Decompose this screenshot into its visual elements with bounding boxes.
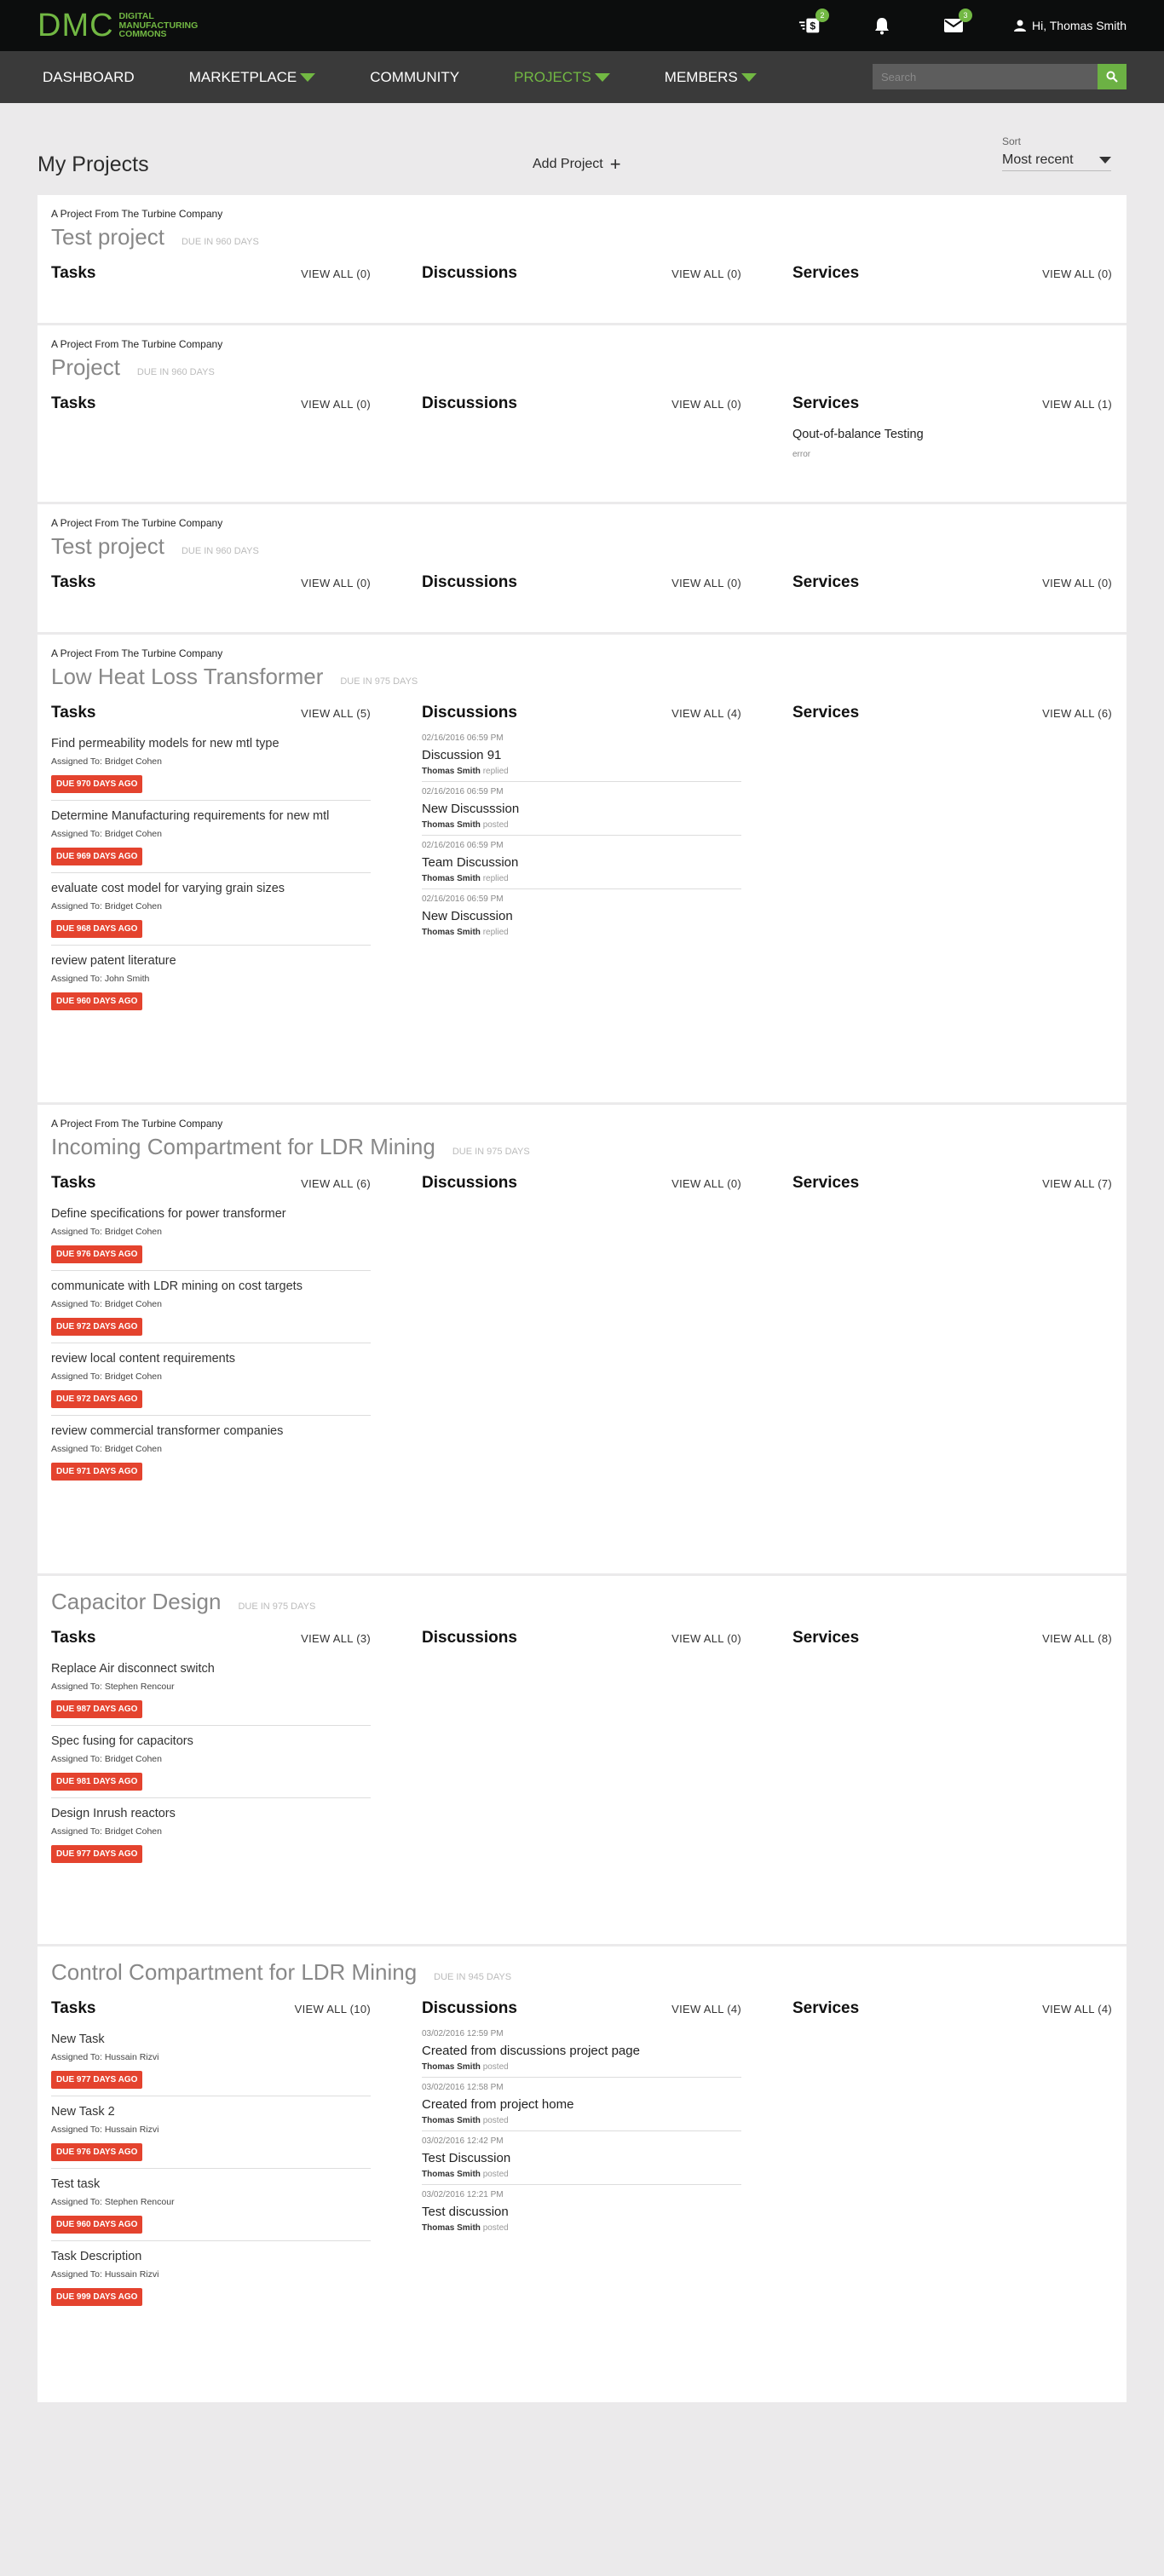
nav-community[interactable] <box>370 69 459 86</box>
discussion-action: posted <box>482 2170 509 2179</box>
discussions-view-all-link[interactable]: VIEW ALL (0) <box>671 267 741 280</box>
task-assignee: Assigned To: Bridget Cohen <box>51 901 162 911</box>
discussion-date: 03/02/2016 12:42 PM <box>422 2136 504 2146</box>
task-title: Define specifications for power transformer <box>51 1207 286 1221</box>
logo-subtitle <box>119 12 199 39</box>
bell-icon <box>873 16 890 35</box>
task-assignee: Assigned To: Hussain Rizvi <box>51 2052 159 2062</box>
tasks-view-all-link[interactable]: VIEW ALL (5) <box>301 706 371 720</box>
project-card <box>37 325 1127 504</box>
services-heading: Services <box>792 1999 860 2017</box>
task-title: Test task <box>51 2177 101 2191</box>
tasks-heading: Tasks <box>51 1999 96 2017</box>
add-project-label: Add Project <box>533 157 603 171</box>
project-title[interactable]: Test project <box>51 224 164 250</box>
discussion-date: 02/16/2016 06:59 PM <box>422 894 504 904</box>
logo-line-3: COMMONS <box>118 29 167 40</box>
task-title: Design Inrush reactors <box>51 1807 176 1820</box>
task-item[interactable] <box>51 873 371 946</box>
discussion-action: posted <box>482 2116 509 2125</box>
plus-icon: + <box>609 153 621 175</box>
svg-text:$: $ <box>810 20 816 32</box>
task-assignee: Assigned To: Bridget Cohen <box>51 829 162 839</box>
discussions-heading: Discussions <box>422 394 517 412</box>
discussion-date: 02/16/2016 06:59 PM <box>422 733 504 743</box>
logo-line-2: MANUFACTURING <box>118 20 199 31</box>
task-due-badge: DUE 976 DAYS AGO <box>51 2143 142 2161</box>
services-column <box>792 1993 1112 2313</box>
tasks-column <box>51 258 371 289</box>
discussion-item[interactable] <box>422 2024 741 2078</box>
messages-button[interactable] <box>942 11 968 37</box>
task-item[interactable] <box>51 1343 371 1416</box>
discussion-author: Thomas Smith <box>422 767 481 776</box>
services-view-all-link[interactable]: VIEW ALL (0) <box>1042 576 1112 589</box>
discussion-meta <box>422 2062 741 2072</box>
discussion-author: Thomas Smith <box>422 2223 481 2233</box>
discussion-date: 02/16/2016 06:59 PM <box>422 841 504 850</box>
page-header <box>0 103 1164 195</box>
chevron-down-icon <box>300 73 315 82</box>
task-item[interactable] <box>51 1798 371 1870</box>
task-title: evaluate cost model for varying grain sizes <box>51 882 285 895</box>
task-title: New Task 2 <box>51 2105 115 2119</box>
project-card <box>37 195 1127 325</box>
discussions-heading: Discussions <box>422 1999 517 2017</box>
discussions-heading: Discussions <box>422 573 517 591</box>
task-due-badge: DUE 972 DAYS AGO <box>51 1390 142 1408</box>
task-due-badge: DUE 977 DAYS AGO <box>51 1845 142 1863</box>
nav-community-label: COMMUNITY <box>370 68 460 85</box>
task-title: review patent literature <box>51 954 176 968</box>
logo-line-1: DIGITAL <box>118 11 154 22</box>
services-view-all-link[interactable]: VIEW ALL (6) <box>1042 706 1112 720</box>
discussions-column <box>422 1168 741 1487</box>
project-card <box>37 504 1127 635</box>
services-column <box>792 1623 1112 1870</box>
project-company: A Project From The Turbine Company <box>51 517 223 529</box>
tasks-heading: Tasks <box>51 394 96 412</box>
task-due-badge: DUE 999 DAYS AGO <box>51 2288 142 2306</box>
discussion-meta <box>422 767 741 776</box>
services-view-all-link[interactable]: VIEW ALL (7) <box>1042 1176 1112 1190</box>
task-title: New Task <box>51 2033 105 2046</box>
task-due-badge: DUE 970 DAYS AGO <box>51 775 142 793</box>
discussions-column <box>422 567 741 598</box>
discussions-view-all-link[interactable]: VIEW ALL (0) <box>671 1631 741 1645</box>
discussion-title: Team Discussion <box>422 855 519 870</box>
tasks-heading: Tasks <box>51 1174 96 1192</box>
project-title[interactable]: Capacitor Design <box>51 1589 222 1614</box>
project-title[interactable]: Project <box>51 354 120 380</box>
discussion-title: Test Discussion <box>422 2151 511 2165</box>
discussions-column <box>422 388 741 459</box>
discussion-date: 02/16/2016 06:59 PM <box>422 787 504 796</box>
nav-marketplace[interactable] <box>189 69 316 86</box>
discussion-item[interactable] <box>422 889 741 942</box>
discussion-item[interactable] <box>422 2185 741 2238</box>
task-title: review local content requirements <box>51 1352 235 1366</box>
cart-badge: 2 <box>815 9 829 22</box>
task-item[interactable] <box>51 1726 371 1798</box>
task-due-badge: DUE 977 DAYS AGO <box>51 2071 142 2089</box>
task-assignee: Assigned To: Bridget Cohen <box>51 1754 162 1764</box>
project-due: DUE IN 945 DAYS <box>434 1972 512 1982</box>
tasks-column <box>51 1168 371 1487</box>
discussion-action: replied <box>482 928 509 937</box>
discussion-title: Discussion 91 <box>422 748 502 762</box>
top-bar <box>0 0 1164 51</box>
cart-button[interactable] <box>798 11 825 37</box>
task-item[interactable] <box>51 2241 371 2313</box>
discussion-item[interactable] <box>422 2131 741 2185</box>
discussion-action: replied <box>482 767 509 776</box>
project-company: A Project From The Turbine Company <box>51 208 223 220</box>
sort-value: Most recent <box>1002 152 1074 167</box>
nav-dashboard[interactable] <box>43 69 135 86</box>
task-assignee: Assigned To: Bridget Cohen <box>51 1227 162 1237</box>
task-item[interactable] <box>51 946 371 1017</box>
tasks-view-all-link[interactable]: VIEW ALL (0) <box>301 576 371 589</box>
task-assignee: Assigned To: Bridget Cohen <box>51 1826 162 1837</box>
tasks-view-all-link[interactable]: VIEW ALL (6) <box>301 1176 371 1190</box>
project-company: A Project From The Turbine Company <box>51 338 223 350</box>
discussions-view-all-link[interactable]: VIEW ALL (0) <box>671 397 741 411</box>
search-icon <box>1106 71 1118 83</box>
discussion-meta <box>422 2170 741 2179</box>
discussions-view-all-link[interactable]: VIEW ALL (4) <box>671 2002 741 2015</box>
task-title: Determine Manufacturing requirements for new mtl <box>51 809 330 823</box>
dmc-logo[interactable] <box>37 9 198 43</box>
services-heading: Services <box>792 1174 860 1192</box>
project-due: DUE IN 960 DAYS <box>181 237 259 247</box>
discussions-heading: Discussions <box>422 264 517 282</box>
discussions-heading: Discussions <box>422 1629 517 1647</box>
tasks-view-all-link[interactable]: VIEW ALL (10) <box>294 2002 371 2015</box>
discussion-title: New Discussion <box>422 909 513 923</box>
discussions-view-all-link[interactable]: VIEW ALL (0) <box>671 576 741 589</box>
discussion-meta <box>422 874 741 883</box>
tasks-view-all-link[interactable]: VIEW ALL (3) <box>301 1631 371 1645</box>
project-due: DUE IN 960 DAYS <box>181 546 259 556</box>
services-view-all-link[interactable]: VIEW ALL (0) <box>1042 267 1112 280</box>
discussion-author: Thomas Smith <box>422 2062 481 2072</box>
task-assignee: Assigned To: Bridget Cohen <box>51 756 162 767</box>
project-title[interactable]: Low Heat Loss Transformer <box>51 664 324 689</box>
chevron-down-icon <box>595 73 610 82</box>
task-assignee: Assigned To: Hussain Rizvi <box>51 2269 159 2280</box>
page-title: My Projects <box>37 152 149 176</box>
task-title: communicate with LDR mining on cost targets <box>51 1279 303 1293</box>
nav-members[interactable] <box>665 69 757 86</box>
project-card <box>37 1576 1127 1946</box>
task-assignee: Assigned To: Bridget Cohen <box>51 1371 162 1382</box>
services-view-all-link[interactable]: VIEW ALL (4) <box>1042 2002 1112 2015</box>
task-due-badge: DUE 972 DAYS AGO <box>51 1318 142 1336</box>
tasks-column <box>51 1623 371 1870</box>
project-due: DUE IN 975 DAYS <box>238 1601 316 1612</box>
project-company: A Project From The Turbine Company <box>51 1118 223 1130</box>
task-due-badge: DUE 968 DAYS AGO <box>51 920 142 938</box>
add-project-button[interactable] <box>533 153 621 175</box>
project-card <box>37 1946 1127 2402</box>
task-due-badge: DUE 976 DAYS AGO <box>51 1245 142 1263</box>
task-item[interactable] <box>51 1653 371 1726</box>
discussion-meta <box>422 820 741 830</box>
project-card <box>37 1105 1127 1576</box>
tasks-heading: Tasks <box>51 264 96 282</box>
discussion-item[interactable] <box>422 836 741 889</box>
tasks-column <box>51 1993 371 2313</box>
discussion-meta <box>422 928 741 937</box>
tasks-view-all-link[interactable]: VIEW ALL (0) <box>301 397 371 411</box>
task-due-badge: DUE 960 DAYS AGO <box>51 992 142 1010</box>
discussion-item[interactable] <box>422 2078 741 2131</box>
discussion-author: Thomas Smith <box>422 820 481 830</box>
project-title[interactable]: Control Compartment for LDR Mining <box>51 1959 418 1985</box>
discussion-author: Thomas Smith <box>422 874 481 883</box>
project-due: DUE IN 960 DAYS <box>136 367 215 377</box>
task-due-badge: DUE 960 DAYS AGO <box>51 2216 142 2234</box>
services-heading: Services <box>792 573 860 591</box>
discussions-view-all-link[interactable]: VIEW ALL (4) <box>671 706 741 720</box>
nav-dashboard-label: DASHBOARD <box>43 68 135 85</box>
task-title: Replace Air disconnect switch <box>51 1662 215 1676</box>
task-item[interactable] <box>51 1271 371 1343</box>
mail-badge: 3 <box>959 9 972 22</box>
main-nav <box>0 51 1164 103</box>
discussion-title: New Discusssion <box>422 802 520 816</box>
task-due-badge: DUE 969 DAYS AGO <box>51 848 142 865</box>
discussion-date: 03/02/2016 12:58 PM <box>422 2083 504 2092</box>
task-item[interactable] <box>51 1199 371 1271</box>
discussion-action: posted <box>482 2223 509 2233</box>
services-heading: Services <box>792 394 860 412</box>
task-assignee: Assigned To: John Smith <box>51 974 150 984</box>
discussions-column <box>422 258 741 289</box>
service-status: error <box>792 450 811 459</box>
services-heading: Services <box>792 704 860 722</box>
tasks-column <box>51 388 371 459</box>
discussion-action: posted <box>482 820 509 830</box>
services-view-all-link[interactable]: VIEW ALL (1) <box>1042 397 1112 411</box>
task-item[interactable] <box>51 2096 371 2169</box>
notifications-button[interactable] <box>870 14 894 37</box>
task-item[interactable] <box>51 2169 371 2241</box>
discussions-column <box>422 1623 741 1870</box>
discussion-author: Thomas Smith <box>422 928 481 937</box>
nav-projects-label: PROJECTS <box>514 68 591 85</box>
task-item[interactable] <box>51 801 371 873</box>
service-title: Qout-of-balance Testing <box>792 428 924 441</box>
discussion-action: posted <box>482 2062 509 2072</box>
task-due-badge: DUE 971 DAYS AGO <box>51 1463 142 1481</box>
task-assignee: Assigned To: Stephen Rencour <box>51 2197 175 2207</box>
user-menu[interactable] <box>1013 19 1127 32</box>
tasks-heading: Tasks <box>51 573 96 591</box>
discussion-meta <box>422 2116 741 2125</box>
task-item[interactable] <box>51 1416 371 1487</box>
project-title[interactable]: Test project <box>51 533 164 559</box>
task-assignee: Assigned To: Bridget Cohen <box>51 1299 162 1309</box>
discussion-title: Test discussion <box>422 2205 509 2219</box>
project-company: A Project From The Turbine Company <box>51 647 223 659</box>
services-heading: Services <box>792 1629 860 1647</box>
logo-mark: DMC <box>37 8 114 43</box>
task-assignee: Assigned To: Bridget Cohen <box>51 1444 162 1454</box>
sort-select[interactable] <box>1002 152 1111 171</box>
service-item[interactable] <box>792 428 1112 459</box>
services-column <box>792 1168 1112 1487</box>
discussion-date: 03/02/2016 12:21 PM <box>422 2190 504 2199</box>
project-title[interactable]: Incoming Compartment for LDR Mining <box>51 1134 435 1159</box>
discussion-meta <box>422 2223 741 2233</box>
discussion-action: replied <box>482 874 509 883</box>
discussion-title: Created from discussions project page <box>422 2044 640 2058</box>
task-item[interactable] <box>51 2024 371 2096</box>
task-due-badge: DUE 981 DAYS AGO <box>51 1773 142 1791</box>
task-assignee: Assigned To: Stephen Rencour <box>51 1682 175 1692</box>
discussion-title: Created from project home <box>422 2097 574 2112</box>
discussions-column <box>422 698 741 1017</box>
services-column <box>792 698 1112 1017</box>
discussions-view-all-link[interactable]: VIEW ALL (0) <box>671 1176 741 1190</box>
search-input[interactable] <box>873 64 1099 89</box>
task-title: Find permeability models for new mtl type <box>51 737 279 750</box>
search-button[interactable] <box>1098 64 1127 89</box>
user-greeting: Hi, Thomas Smith <box>1032 19 1127 32</box>
discussions-column <box>422 1993 741 2313</box>
tasks-column <box>51 698 371 1017</box>
services-heading: Services <box>792 264 860 282</box>
project-due: DUE IN 975 DAYS <box>452 1147 530 1157</box>
projects-list <box>37 195 1127 2402</box>
tasks-column <box>51 567 371 598</box>
discussions-heading: Discussions <box>422 704 517 722</box>
task-item[interactable] <box>51 728 371 801</box>
nav-projects[interactable] <box>514 69 610 86</box>
user-icon <box>1013 19 1027 32</box>
nav-members-label: MEMBERS <box>664 68 738 85</box>
discussions-heading: Discussions <box>422 1174 517 1192</box>
discussion-author: Thomas Smith <box>422 2170 481 2179</box>
task-assignee: Assigned To: Hussain Rizvi <box>51 2125 159 2135</box>
chevron-down-icon <box>741 73 757 82</box>
tasks-view-all-link[interactable]: VIEW ALL (0) <box>301 267 371 280</box>
discussion-author: Thomas Smith <box>422 2116 481 2125</box>
task-title: Task Description <box>51 2250 142 2263</box>
task-due-badge: DUE 987 DAYS AGO <box>51 1700 142 1718</box>
project-card <box>37 635 1127 1105</box>
task-title: review commercial transformer companies <box>51 1424 284 1438</box>
services-column <box>792 567 1112 598</box>
nav-marketplace-label: MARKETPLACE <box>188 68 297 85</box>
services-column <box>792 388 1112 459</box>
discussion-date: 03/02/2016 12:59 PM <box>422 2029 504 2038</box>
tasks-heading: Tasks <box>51 1629 96 1647</box>
sort-label: Sort <box>1002 135 1022 147</box>
tasks-heading: Tasks <box>51 704 96 722</box>
project-due: DUE IN 975 DAYS <box>340 676 418 687</box>
task-title: Spec fusing for capacitors <box>51 1734 193 1748</box>
services-view-all-link[interactable]: VIEW ALL (8) <box>1042 1631 1112 1645</box>
discussion-item[interactable] <box>422 728 741 782</box>
services-column <box>792 258 1112 289</box>
chevron-down-icon <box>1099 157 1111 164</box>
discussion-item[interactable] <box>422 782 741 836</box>
